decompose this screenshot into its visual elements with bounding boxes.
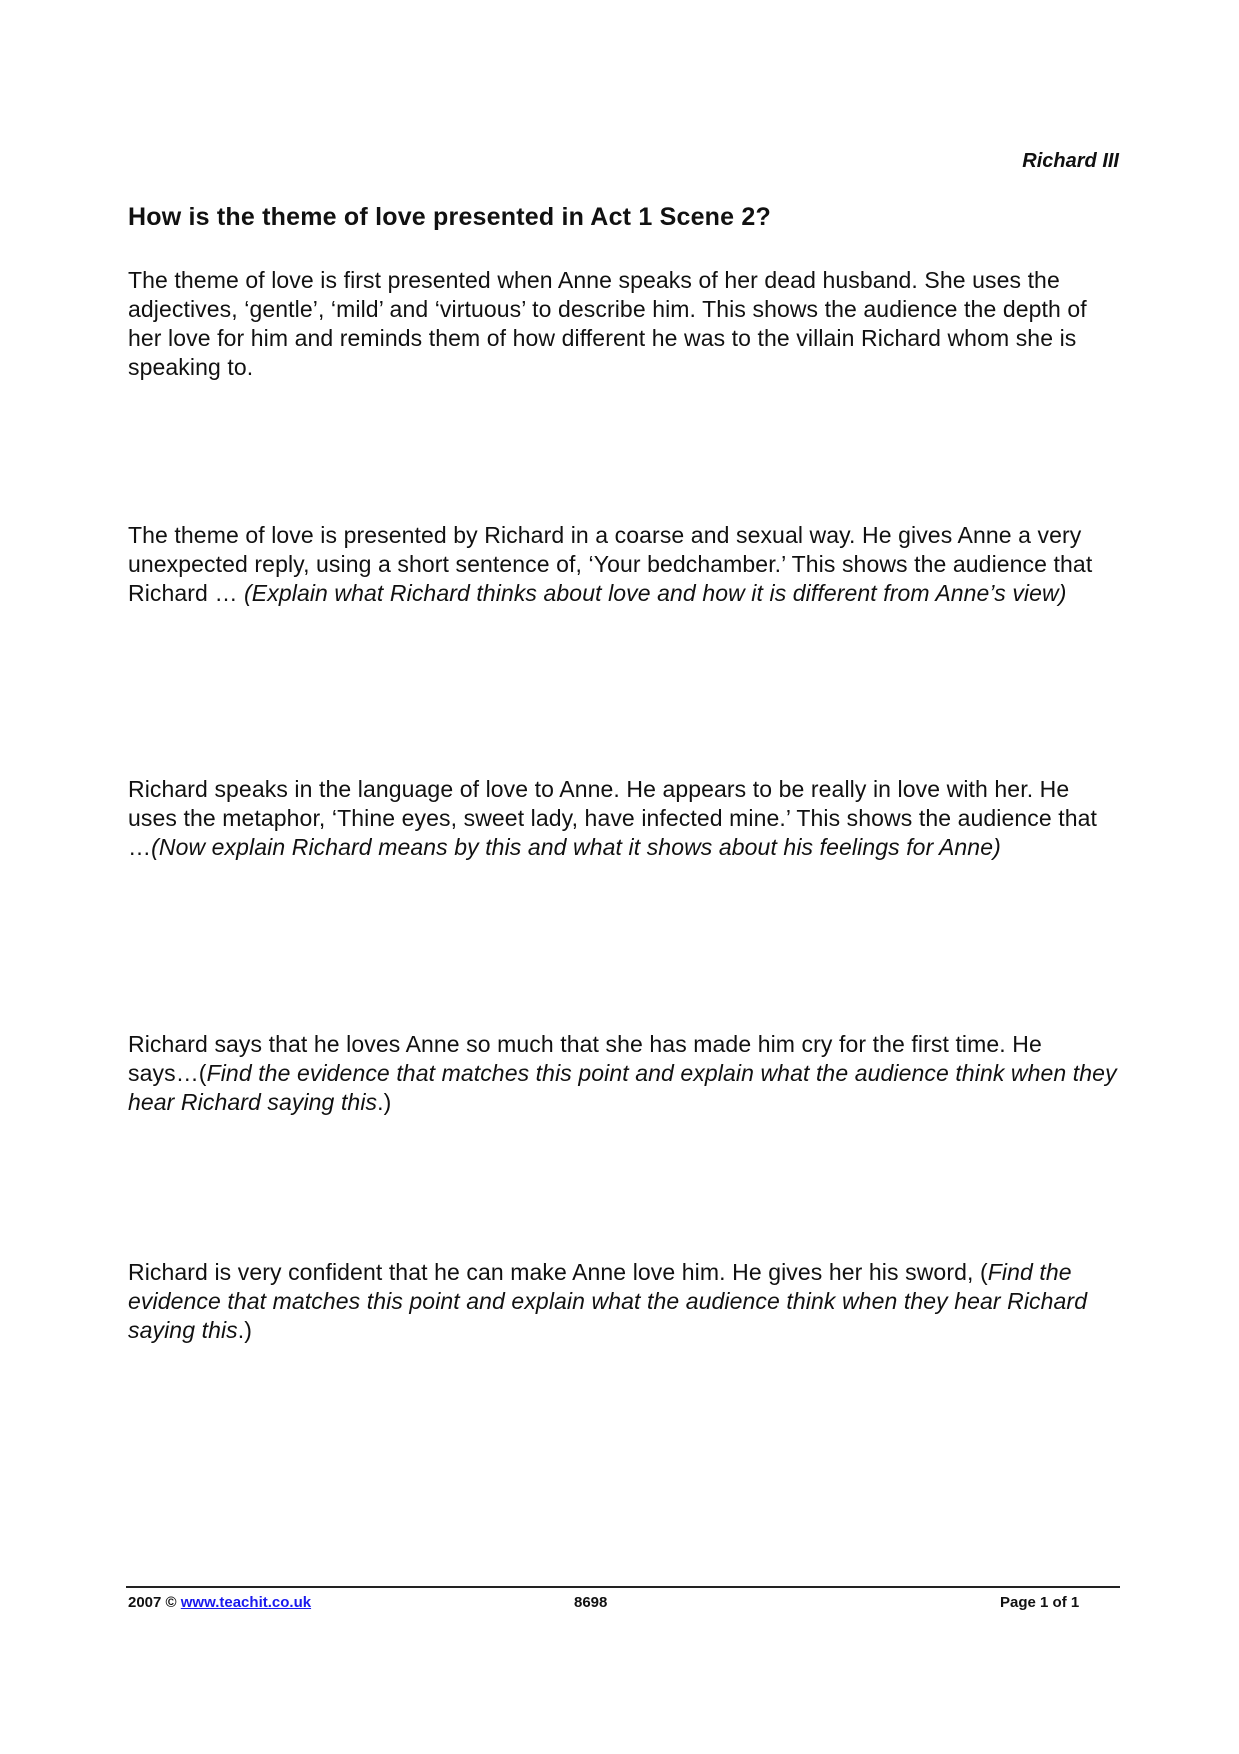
teachit-link[interactable]: www.teachit.co.uk — [180, 1594, 312, 1611]
paragraph-1 — [128, 266, 1118, 382]
paragraph-1-text: The theme of love is first presented when Anne speaks of her dead husband. She uses the adjectives, ‘gentle’, ‘mild’ and ‘virtuous’ to describe him. This shows the audience the depth of her love for him and reminds them of how different he was to the villain Richard whom she is speaking to. — [128, 267, 1087, 380]
page-title: How is the theme of love presented in Act 1 Scene 2? — [128, 203, 771, 231]
paragraph-5-prompt: Find the evidence that matches this point and explain what the audience think when they hear Richard saying this — [128, 1259, 1088, 1343]
paragraph-5 — [128, 1258, 1118, 1345]
footer-year: 2007 © — [128, 1594, 177, 1611]
footer-code: 8698 — [574, 1594, 608, 1611]
running-header: Richard III — [1022, 150, 1119, 172]
footer-copyright — [128, 1594, 311, 1611]
paragraph-4-prompt: Find the evidence that matches this point and explain what the audience think when they hear Richard saying this — [128, 1060, 1117, 1115]
paragraph-3-text: Richard speaks in the language of love to Anne. He appears to be really in love with her. He uses the metaphor, ‘Thine eyes, sweet lady, have infected mine.’ This shows the audience that … — [128, 776, 1098, 860]
paragraph-2 — [128, 521, 1118, 608]
paragraph-4-tail: .) — [377, 1089, 392, 1115]
paragraph-2-text: The theme of love is presented by Richard in a coarse and sexual way. He gives Anne a very unexpected reply, using a short sentence of, ‘Your bedchamber.’ This shows the audience that Richard … — [128, 522, 1093, 606]
paragraph-4 — [128, 1030, 1118, 1117]
paragraph-3-prompt: (Now explain Richard means by this and what it shows about his feelings for Anne) — [151, 834, 1001, 860]
paragraph-5-tail: .) — [237, 1317, 253, 1343]
paragraph-5-text: Richard is very confident that he can make Anne love him. He gives her his sword, ( — [128, 1259, 988, 1285]
footer-divider — [126, 1586, 1120, 1588]
page-number: Page 1 of 1 — [1000, 1594, 1080, 1611]
paragraph-4-text: Richard says that he loves Anne so much that she has made him cry for the first time. He says…( — [128, 1031, 1042, 1086]
paragraph-2-prompt: (Explain what Richard thinks about love and how it is different from Anne’s view) — [244, 580, 1067, 606]
paragraph-3 — [128, 775, 1118, 862]
